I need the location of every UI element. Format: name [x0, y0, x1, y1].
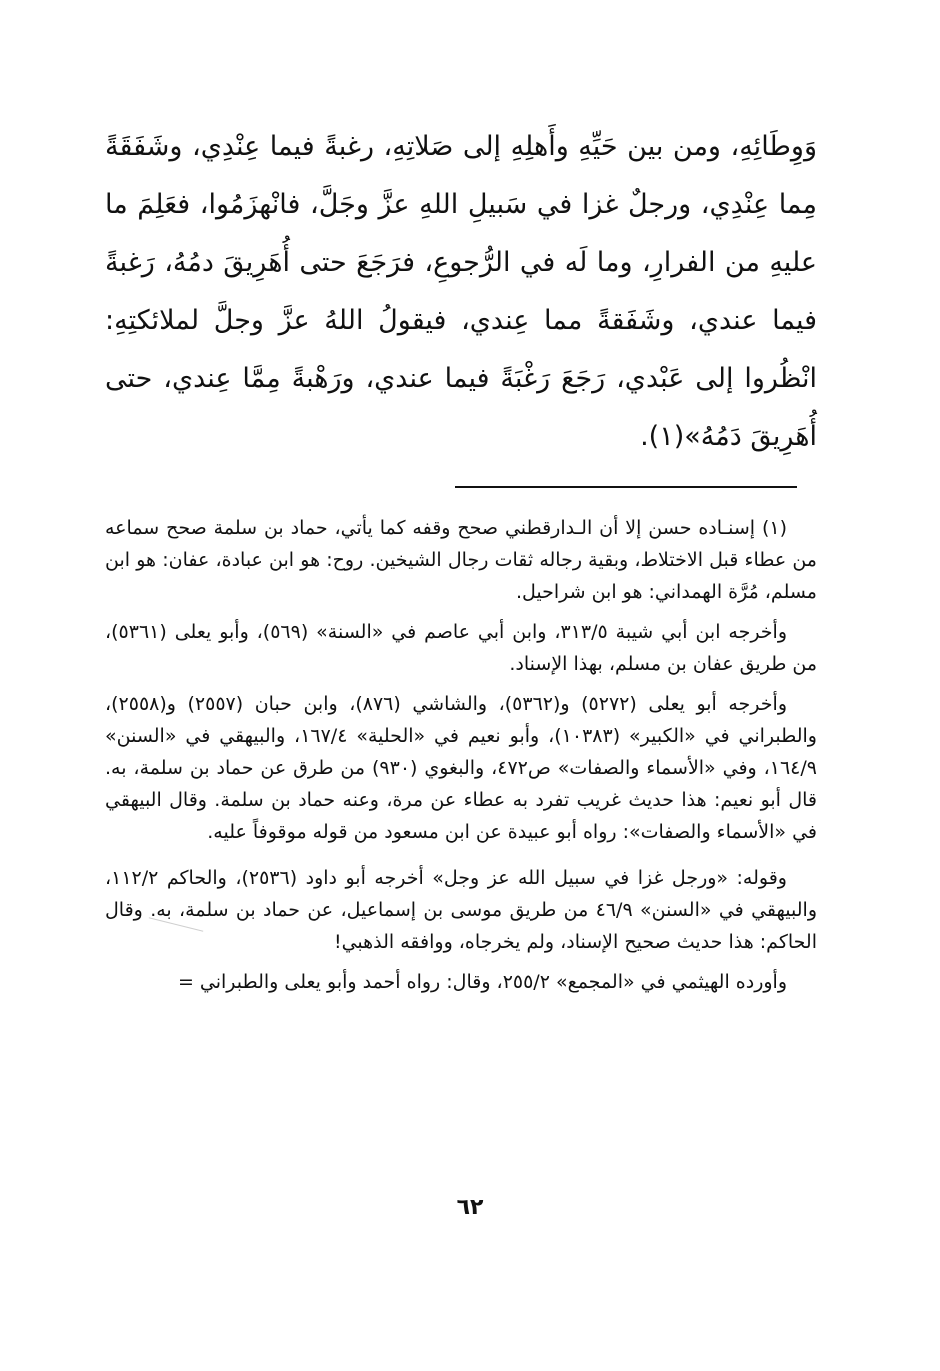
footnote-paragraph-5: وأورده الهيثمي في «المجمع» ٢٥٥/٢، وقال: رواه أحمد وأبو يعلى والطبراني = — [177, 971, 787, 993]
footnote-paragraph-3: وأخرجه أبو يعلى (٥٢٧٢) و(٥٣٦٢)، والشاشي (٨٧٦)، وابن حبان (٢٥٥٧) و(٢٥٥٨)، والطبراني في «الكبير» (١٠٣٨٣)، وأبو نعيم في «الحلية» ١٦٧/٤، والبيهقي في «السنن» ١٦٤/٩، وفي «الأسماء والصفات» ص٤٧٢، والبغوي (٩٣٠) من طرق عن حماد بن سلمة، به. قال أبو نعيم: هذا حديث غريب تفرد به عطاء عن مرة، وعنه حماد بن سلمة. وقال البيهقي في «الأسماء والصفات»: رواه أبو عبيدة عن ابن مسعود من قوله موقوفاً عليه. — [105, 693, 817, 843]
footnote-paragraph-2: وأخرجه ابن أبي شيبة ٣١٣/٥، وابن أبي عاصم في «السنة» (٥٦٩)، وأبو يعلى (٥٣٦١)، من طريق عفان بن مسلم، بهذا الإسناد. — [105, 621, 817, 675]
page-number: ٦٢ — [456, 1195, 484, 1220]
footnotes-block — [105, 512, 817, 1006]
main-text-block — [105, 118, 817, 466]
main-paragraph: وَوِطَائِهِ، ومن بين حَيِّهِ وأَهلِهِ إلى صَلاتِهِ، رغبةً فيما عِنْدِي، وشَفَقَةً مِما عِنْدِي، ورجلٌ غزا في سَبيلِ اللهِ عزَّ وجَلَّ، فانْهزَمُوا، فعَلِمَ ما عليهِ من الفرارِ، وما لَه في الرُّجوعِ، فرَجَعَ حتى أُهَرِيقَ دمُهُ، رَغبةً فيما عندي، وشَفَقةً مما عِندي، فيقولُ اللهُ عزَّ وجلَّ لملائكتِهِ: انْظُروا إلى عَبْدي، رَجَعَ رَغْبَةً فيما عندي، ورَهْبةً مِمَّا عِندي، حتى أُهَرِيقَ دَمُهُ»(١). — [105, 131, 817, 452]
footnote-1: (١) إسنـاده حسن إلا أن الـدارقطني صحح وقفه كما يأتي، حماد بن سلمة صحح سماعه من عطاء قبل الاختلاط، وبقية رجاله ثقات رجال الشيخين. روح: هو ابن عبادة، عفان: هو ابن مسلم، مُرَّة الهمداني: هو ابن شراحيل. — [105, 517, 817, 603]
footnote-separator — [455, 486, 797, 488]
footnote-paragraph-4: وقوله: «ورجل غزا في سبيل الله عز وجل» أخرجه أبو داود (٢٥٣٦)، والحاكم ١١٢/٢، والبيهقي في «السنن» ٤٦/٩ من طريق موسى بن إسماعيل، عن حماد بن سلمة، به. وقال الحاكم: هذا حديث صحيح الإسناد، ولم يخرجاه، ووافقه الذهبي! — [105, 867, 817, 953]
